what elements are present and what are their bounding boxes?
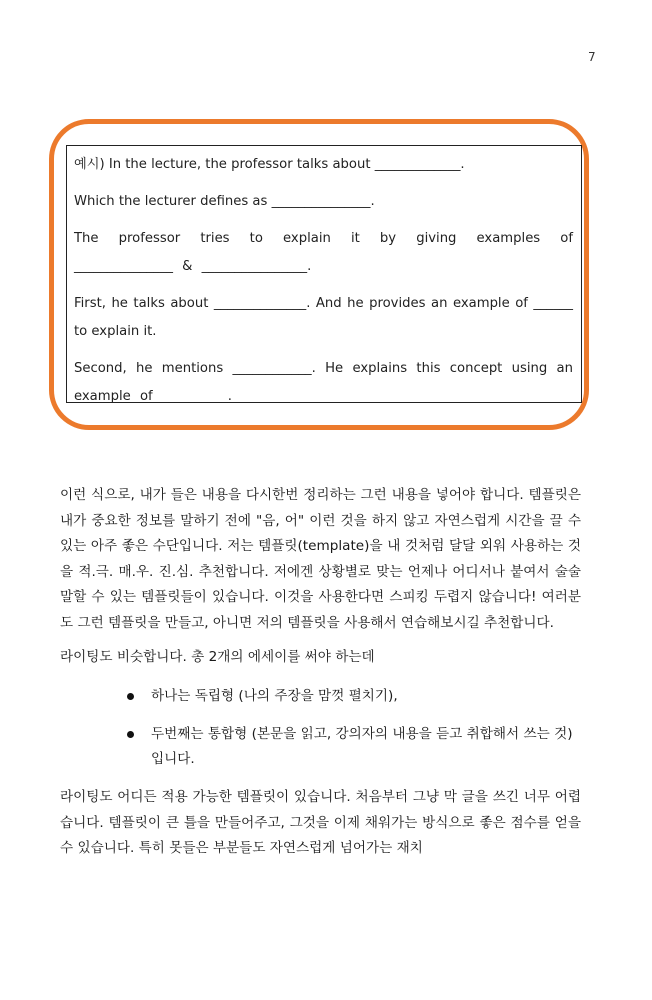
bullet-dot-icon — [127, 693, 134, 700]
template-line-4: First, he talks about ______________. And he provides an example of ______ to explain it. — [74, 296, 573, 339]
page-number: 7 — [588, 50, 596, 64]
essay-type-integrated: 두번째는 통합형 (본문을 읽고, 강의자의 내용을 듣고 취합해서 쓰는 것)입니다. — [151, 725, 573, 768]
body-text — [60, 483, 581, 862]
template-example-box — [66, 145, 582, 403]
paragraph-writing-intro: 라이팅도 비슷합니다. 총 2개의 에세이를 써야 하는데 — [60, 648, 375, 665]
template-line-1: 예시) In the lecture, the professor talks about _____________. — [74, 157, 465, 172]
bullet-dot-icon — [127, 731, 134, 738]
paragraph-speaking-template: 이런 식으로, 내가 들은 내용을 다시한번 정리하는 그런 내용을 넣어야 합니다. 템플릿은 내가 중요한 정보를 말하기 전에 "음, 어" 이런 것을 하지 않고 자연스럽게 시간을 끌 수 있는 아주 좋은 수단입니다. 저는 템플릿(template)을 내 것처럼 달달 외워 사용하는 것을 적.극. 매.우. 진.심. 추천합니다. 저에겐 상황별로 맞는 언제나 어디서나 붙여서 술술 말할 수 있는 템플릿들이 있습니다. 이것을 사용한다면 스피킹 두렵지 않습니다! 여러분도 그런 템플릿을 만들고, 아니면 저의 템플릿을 사용해서 연습해보시길 추천합니다. — [60, 487, 581, 631]
template-line-3: The professor tries to explain it by giving examples of _______________ & ________________. — [74, 231, 573, 274]
essay-type-independent: 하나는 독립형 (나의 주장을 맘껏 펼치기), — [151, 688, 398, 705]
template-line-2: Which the lecturer defines as _______________. — [74, 194, 375, 209]
paragraph-writing-template: 라이팅도 어디든 적용 가능한 템플릿이 있습니다. 처음부터 그냥 막 글을 쓰긴 너무 어렵습니다. 템플릿이 큰 틀을 만들어주고, 그것을 이제 채워가는 방식으로 좋은 점수를 얻을 수 있습니다. 특히 못들은 부분들도 자연스럽게 넘어가는 재치 — [60, 788, 581, 857]
template-line-5: Second, he mentions ____________. He explains this concept using an example of __________. — [74, 361, 573, 404]
list-item — [125, 684, 581, 710]
essay-type-list — [60, 684, 581, 773]
list-item — [125, 722, 581, 773]
